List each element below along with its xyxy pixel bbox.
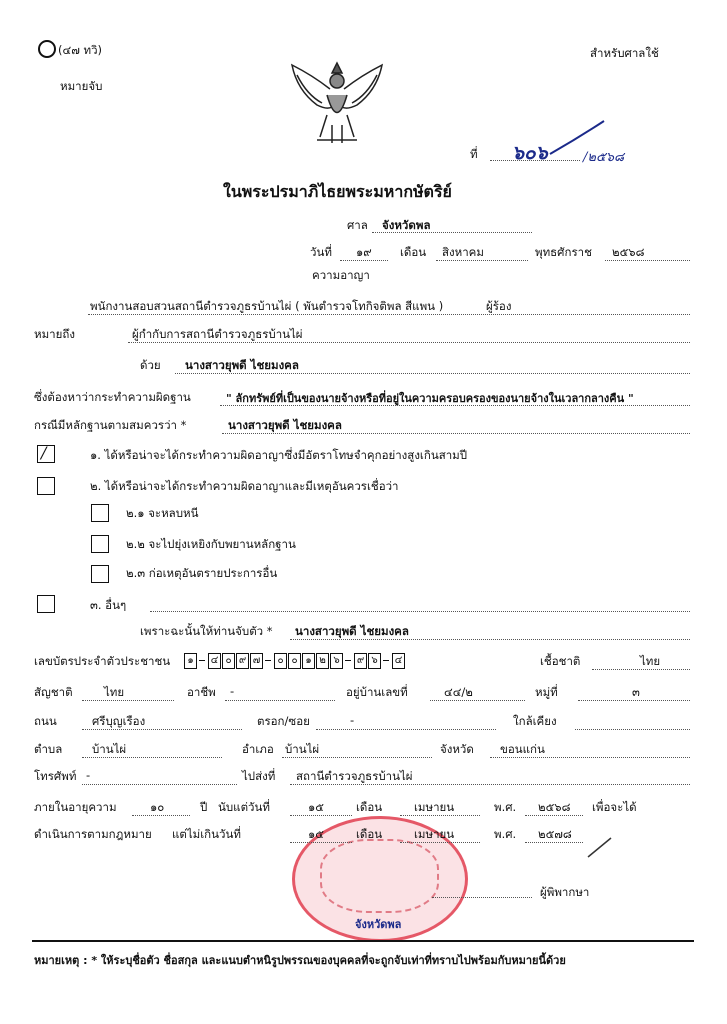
road-value: ศรีบุญเรือง [92, 714, 146, 728]
from-year: ๒๕๖๘ [538, 800, 571, 814]
phone-label: โทรศัพท์ [34, 769, 77, 783]
option1-checkbox[interactable] [37, 445, 55, 463]
house-label: อยู่บ้านเลขที่ [346, 685, 408, 699]
amphoe-label: อำเภอ [242, 742, 274, 756]
phone-value: - [86, 768, 91, 782]
house-value: ๔๔/๒ [444, 685, 473, 699]
soi-value: - [350, 713, 355, 727]
nearby-label: ใกล้เคียง [513, 714, 557, 728]
year-value: ๒๕๖๘ [612, 245, 645, 259]
id-digit: ๐ [288, 653, 301, 669]
until-month-label: เดือน [356, 827, 383, 841]
until-month: เมษายน [414, 827, 455, 841]
evidence-name: นางสาวยุพดี ไชยมงคล [228, 418, 342, 432]
garuda-emblem [282, 55, 392, 150]
bottom-rule [32, 940, 694, 942]
until-label: แต่ไม่เกินวันที่ [172, 827, 241, 841]
day-label: วันที่ [310, 245, 332, 259]
document-title: ในพระปรมาภิไธยพระมหากษัตริย์ [223, 182, 452, 201]
years-label: ปี [200, 800, 208, 814]
seal-text: จังหวัดพล [355, 918, 402, 931]
warrant-number: ๖๐๖ [512, 142, 548, 164]
id-separator [199, 660, 205, 661]
option1-mark: / [41, 443, 47, 462]
form-number: (๔๗ ทวิ) [58, 43, 103, 57]
footnote: หมายเหตุ : * ให้ระบุชื่อตัว ชื่อสกุล และแนบตำหนิรูปพรรณของบุคคลที่จะถูกจับเท่าที่ทราบไปพร้อมกับหมายนี้ด้วย [34, 954, 566, 967]
occupation-label: อาชีพ [187, 685, 216, 699]
option23-checkbox[interactable] [91, 565, 109, 583]
month-label: เดือน [400, 245, 427, 259]
race-value: ไทย [640, 654, 661, 668]
id-digit: ๙ [236, 653, 249, 669]
month-value: สิงหาคม [442, 245, 484, 259]
send-value: สถานีตำรวจภูธรบ้านไผ่ [296, 769, 413, 783]
to-label: หมายถึง [34, 327, 75, 341]
id-digit: ๖ [368, 653, 381, 669]
tambon-label: ตำบล [34, 742, 63, 756]
road-label: ถนน [34, 714, 57, 728]
province-value: ขอนแก่น [500, 742, 545, 756]
moo-label: หมู่ที่ [535, 685, 558, 699]
id-digit: ๔ [392, 653, 405, 669]
id-digit: ๒ [316, 653, 329, 669]
id-digit: ๖ [330, 653, 343, 669]
court-name: จังหวัดพล [382, 218, 431, 232]
race-label: เชื้อชาติ [540, 654, 581, 668]
option1-text: ๑. ได้หรือน่าจะได้กระทำความผิดอาญาซึ่งมีอัตราโทษจำคุกอย่างสูงเกินสามปี [90, 448, 468, 462]
send-label: ไปส่งที่ [242, 769, 276, 783]
year-label: พุทธศักราช [535, 245, 592, 259]
option22-checkbox[interactable] [91, 535, 109, 553]
form-circle-mark [38, 40, 56, 58]
id-digit: ๑ [302, 653, 315, 669]
id-separator [383, 660, 389, 661]
judge-label: ผู้พิพากษา [540, 885, 590, 899]
option2-checkbox[interactable] [37, 477, 55, 495]
charge-value: " ลักทรัพย์ที่เป็นของนายจ้างหรือที่อยู่ในความครอบครองของนายจ้างในเวลากลางคืน " [226, 392, 634, 405]
within-label: ภายในอายุความ [34, 800, 117, 814]
option23-text: ๒.๓ ก่อเหตุอันตรายประการอื่น [126, 566, 278, 580]
occupation-value: - [230, 684, 235, 698]
with-label: ด้วย [140, 358, 161, 372]
until-year: ๒๕๗๘ [538, 827, 572, 841]
id-separator [345, 660, 351, 661]
province-label: จังหวัด [440, 742, 474, 756]
until-day: ๑๕ [308, 827, 325, 841]
within-years: ๑๐ [150, 800, 165, 814]
until-be-label: พ.ศ. [494, 827, 517, 841]
soi-label: ตรอก/ซอย [257, 714, 310, 728]
case-type: ความอาญา [312, 268, 370, 282]
option3-checkbox[interactable] [37, 595, 55, 613]
option21-text: ๒.๑ จะหลบหนี [126, 506, 199, 520]
court-label: ศาล [347, 218, 368, 232]
to-value: ผู้กำกับการสถานีตำรวจภูธรบ้านไผ่ [132, 327, 303, 341]
evidence-label: กรณีมีหลักฐานตามสมควรว่า * [34, 418, 187, 432]
id-digit: ๑ [184, 653, 197, 669]
signature-stroke [585, 835, 615, 860]
charge-label: ซึ่งต้องหาว่ากระทำความผิดฐาน [34, 390, 191, 404]
suspect-name: นางสาวยุพดี ไชยมงคล [185, 358, 299, 372]
warrant-year: /๒๕๖๘ [583, 150, 625, 165]
id-digit: ๙ [354, 653, 367, 669]
id-digit: ๗ [250, 653, 263, 669]
option3-text: ๓. อื่นๆ [90, 598, 127, 612]
amphoe-value: บ้านไผ่ [285, 742, 320, 756]
nationality-label: สัญชาติ [34, 685, 73, 699]
petitioner: พนักงานสอบสวนสถานีตำรวจภูธรบ้านไผ่ ( พันตำรวจโทกิจติพล สีแพน ) [90, 299, 444, 313]
purpose-text: เพื่อจะได้ [592, 800, 637, 814]
id-label: เลขบัตรประจำตัวประชาชน [34, 654, 171, 668]
moo-value: ๓ [632, 685, 640, 699]
nationality-value: ไทย [104, 685, 125, 699]
for-court-use: สำหรับศาลใช้ [590, 46, 659, 60]
from-label: นับแต่วันที่ [218, 800, 270, 814]
option2-text: ๒. ได้หรือน่าจะได้กระทำความผิดอาญาและมีเหตุอันควรเชื่อว่า [90, 479, 399, 493]
option22-text: ๒.๒ จะไปยุ่งเหยิงกับพยานหลักฐาน [126, 537, 296, 551]
option21-checkbox[interactable] [91, 504, 109, 522]
tambon-value: บ้านไผ่ [92, 742, 127, 756]
warrant-number-label: ที่ [470, 147, 478, 161]
day-value: ๑๙ [356, 245, 372, 259]
from-day: ๑๕ [308, 800, 325, 814]
order-label: เพราะฉะนั้นให้ท่านจับตัว * [140, 624, 273, 638]
id-separator [265, 660, 271, 661]
id-digit: ๐ [274, 653, 287, 669]
petitioner-role: ผู้ร้อง [486, 299, 512, 313]
from-month-label: เดือน [356, 800, 383, 814]
document-type: หมายจับ [60, 79, 103, 93]
proceed-label: ดำเนินการตามกฎหมาย [34, 827, 152, 841]
id-digit: ๔ [208, 653, 221, 669]
id-digit: ๐ [222, 653, 235, 669]
from-month: เมษายน [414, 800, 455, 814]
order-name: นางสาวยุพดี ไชยมงคล [295, 624, 409, 638]
from-be-label: พ.ศ. [494, 800, 517, 814]
